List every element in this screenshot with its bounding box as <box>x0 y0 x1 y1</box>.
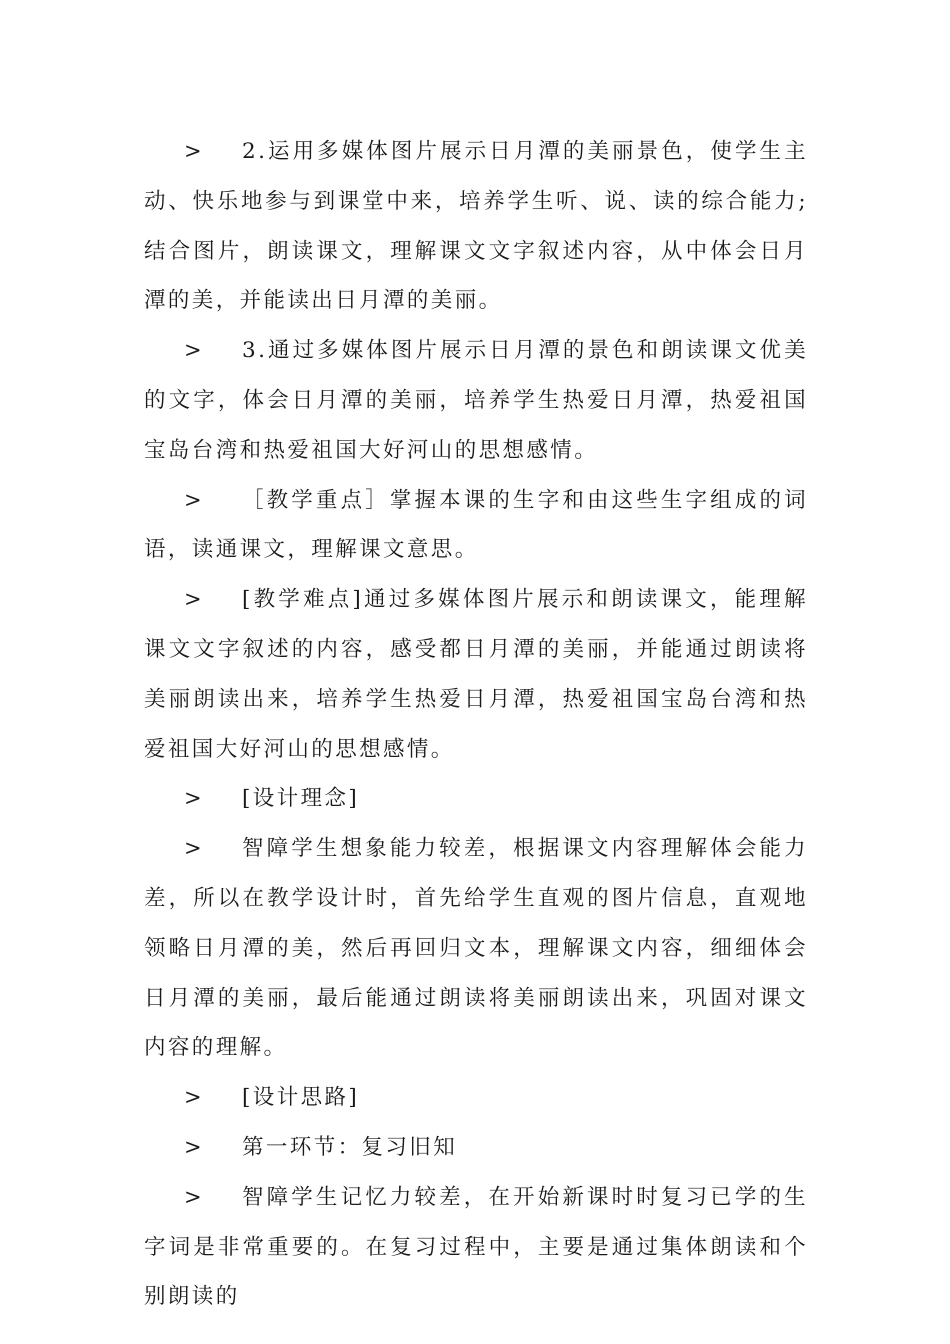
bullet-arrow-icon: > <box>184 487 204 512</box>
bullet-arrow-icon: > <box>184 1184 204 1209</box>
heading-design-concept <box>144 774 808 824</box>
bullet-arrow-icon: > <box>184 786 204 811</box>
bullet-arrow-icon: > <box>184 338 204 363</box>
paragraph-text: ［教学重点］掌握本课的生字和由这些生字组成的词语，读通课文，理解课文意思。 <box>144 487 808 563</box>
heading-design-approach <box>144 1073 808 1123</box>
paragraph-text: 智障学生想象能力较差，根据课文内容理解体会能力差，所以在教学设计时，首先给学生直观的图片信息，直观地领略日月潭的美，然后再回归文本，理解课文内容，细细体会日月潭的美丽，最后能通过朗读将美丽朗读出来，巩固对课文内容的理解。 <box>144 836 808 1061</box>
paragraph-text: [设计理念] <box>242 786 360 812</box>
paragraph-text: 3.通过多媒体图片展示日月潭的景色和朗读课文优美的文字，体会日月潭的美丽，培养学生热爱日月潭，热爱祖国宝岛台湾和热爱祖国大好河山的思想感情。 <box>144 338 808 463</box>
paragraph-text: 第一环节：复习旧知 <box>242 1134 458 1160</box>
paragraph-difficulties <box>144 575 808 774</box>
bullet-arrow-icon: > <box>184 836 204 861</box>
bullet-arrow-icon: > <box>184 1134 204 1159</box>
paragraph-key-points <box>144 476 808 576</box>
paragraph-design-concept <box>144 824 808 1073</box>
bullet-arrow-icon: > <box>184 1085 204 1110</box>
paragraph-review <box>144 1173 808 1322</box>
heading-section-one <box>144 1123 808 1173</box>
paragraph-goal-2 <box>144 127 808 326</box>
document-page <box>144 127 808 1322</box>
paragraph-text: [教学难点]通过多媒体图片展示和朗读课文，能理解课文文字叙述的内容，感受都日月潭的美丽，并能通过朗读将美丽朗读出来，培养学生热爱日月潭，热爱祖国宝岛台湾和热爱祖国大好河山的思想感情。 <box>144 587 808 762</box>
paragraph-goal-3 <box>144 326 808 475</box>
bullet-arrow-icon: > <box>184 139 204 163</box>
bullet-arrow-icon: > <box>184 587 204 612</box>
paragraph-text: 智障学生记忆力较差，在开始新课时时复习已学的生字词是非常重要的。在复习过程中，主要是通过集体朗读和个别朗读的 <box>144 1184 808 1310</box>
paragraph-text: 2.运用多媒体图片展示日月潭的美丽景色，使学生主动、快乐地参与到课堂中来，培养学生听、说、读的综合能力;结合图片，朗读课文，理解课文文字叙述内容，从中体会日月潭的美，并能读出日月潭的美丽。 <box>144 139 808 314</box>
paragraph-text: [设计思路] <box>242 1085 360 1111</box>
